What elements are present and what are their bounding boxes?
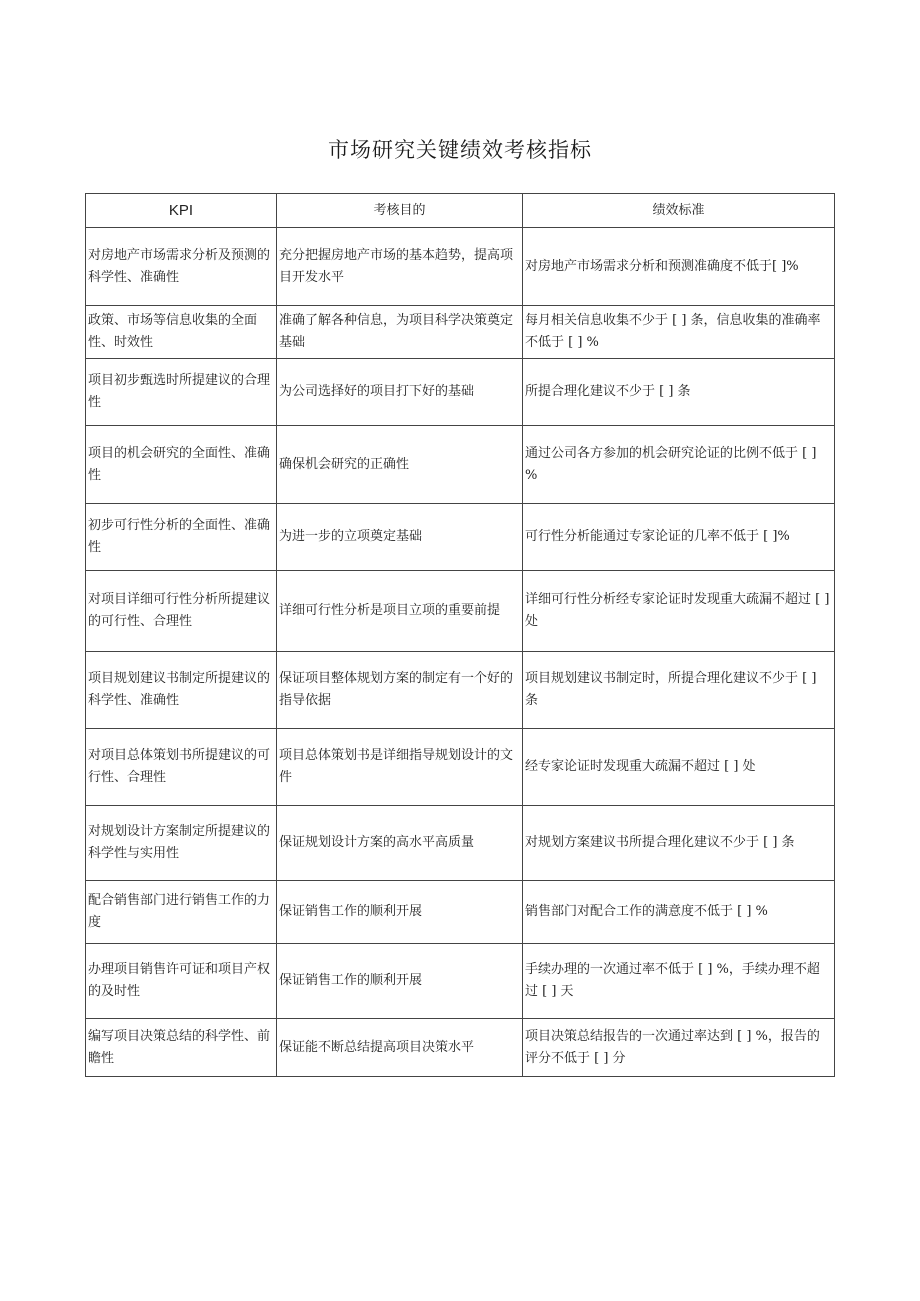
purpose-cell: 保证规划设计方案的高水平高质量 — [277, 806, 523, 881]
kpi-cell: 对项目总体策划书所提建议的可行性、合理性 — [86, 729, 277, 806]
standard-cell: 经专家论证时发现重大疏漏不超过 [ ] 处 — [523, 729, 835, 806]
kpi-table — [85, 193, 835, 1077]
standard-cell: 对房地产市场需求分析和预测准确度不低于[ ]% — [523, 228, 835, 306]
standard-cell: 可行性分析能通过专家论证的几率不低于 [ ]% — [523, 504, 835, 571]
table-row — [86, 729, 835, 806]
kpi-cell: 办理项目销售许可证和项目产权的及时性 — [86, 944, 277, 1019]
purpose-cell: 为进一步的立项奠定基础 — [277, 504, 523, 571]
kpi-cell: 项目规划建议书制定所提建议的科学性、准确性 — [86, 652, 277, 729]
standard-cell: 详细可行性分析经专家论证时发现重大疏漏不超过 [ ] 处 — [523, 571, 835, 652]
standard-cell: 所提合理化建议不少于 [ ] 条 — [523, 359, 835, 426]
standard-cell: 项目决策总结报告的一次通过率达到 [ ] %，报告的评分不低于 [ ] 分 — [523, 1019, 835, 1077]
standard-cell: 通过公司各方参加的机会研究论证的比例不低于 [ ] % — [523, 426, 835, 504]
column-header-kpi: KPI — [86, 194, 277, 228]
table-row — [86, 944, 835, 1019]
kpi-cell: 项目初步甄选时所提建议的合理性 — [86, 359, 277, 426]
table-row — [86, 359, 835, 426]
table-header-row — [86, 194, 835, 228]
kpi-cell: 对规划设计方案制定所提建议的科学性与实用性 — [86, 806, 277, 881]
purpose-cell: 保证能不断总结提高项目决策水平 — [277, 1019, 523, 1077]
kpi-cell: 对项目详细可行性分析所提建议的可行性、合理性 — [86, 571, 277, 652]
purpose-cell: 保证销售工作的顺利开展 — [277, 881, 523, 944]
table-row — [86, 426, 835, 504]
purpose-cell: 项目总体策划书是详细指导规划设计的文件 — [277, 729, 523, 806]
purpose-cell: 充分把握房地产市场的基本趋势，提高项目开发水平 — [277, 228, 523, 306]
kpi-cell: 对房地产市场需求分析及预测的科学性、准确性 — [86, 228, 277, 306]
table-row — [86, 881, 835, 944]
standard-cell: 销售部门对配合工作的满意度不低于 [ ] % — [523, 881, 835, 944]
column-header-purpose: 考核目的 — [277, 194, 523, 228]
purpose-cell: 准确了解各种信息，为项目科学决策奠定基础 — [277, 306, 523, 359]
standard-cell: 项目规划建议书制定时，所提合理化建议不少于 [ ] 条 — [523, 652, 835, 729]
purpose-cell: 保证销售工作的顺利开展 — [277, 944, 523, 1019]
table-row — [86, 571, 835, 652]
table-row — [86, 1019, 835, 1077]
table-row — [86, 504, 835, 571]
kpi-cell: 编写项目决策总结的科学性、前瞻性 — [86, 1019, 277, 1077]
purpose-cell: 确保机会研究的正确性 — [277, 426, 523, 504]
kpi-cell: 项目的机会研究的全面性、准确性 — [86, 426, 277, 504]
kpi-cell: 初步可行性分析的全面性、准确性 — [86, 504, 277, 571]
kpi-cell: 配合销售部门进行销售工作的力度 — [86, 881, 277, 944]
table-row — [86, 806, 835, 881]
table-row — [86, 652, 835, 729]
standard-cell: 手续办理的一次通过率不低于 [ ] %，手续办理不超过 [ ] 天 — [523, 944, 835, 1019]
purpose-cell: 为公司选择好的项目打下好的基础 — [277, 359, 523, 426]
table-row — [86, 228, 835, 306]
standard-cell: 对规划方案建议书所提合理化建议不少于 [ ] 条 — [523, 806, 835, 881]
kpi-cell: 政策、市场等信息收集的全面性、时效性 — [86, 306, 277, 359]
page-title: 市场研究关键绩效考核指标 — [328, 138, 592, 162]
standard-cell: 每月相关信息收集不少于 [ ] 条，信息收集的准确率不低于 [ ] % — [523, 306, 835, 359]
column-header-standard: 绩效标准 — [523, 194, 835, 228]
purpose-cell: 保证项目整体规划方案的制定有一个好的指导依据 — [277, 652, 523, 729]
table-row — [86, 306, 835, 359]
purpose-cell: 详细可行性分析是项目立项的重要前提 — [277, 571, 523, 652]
